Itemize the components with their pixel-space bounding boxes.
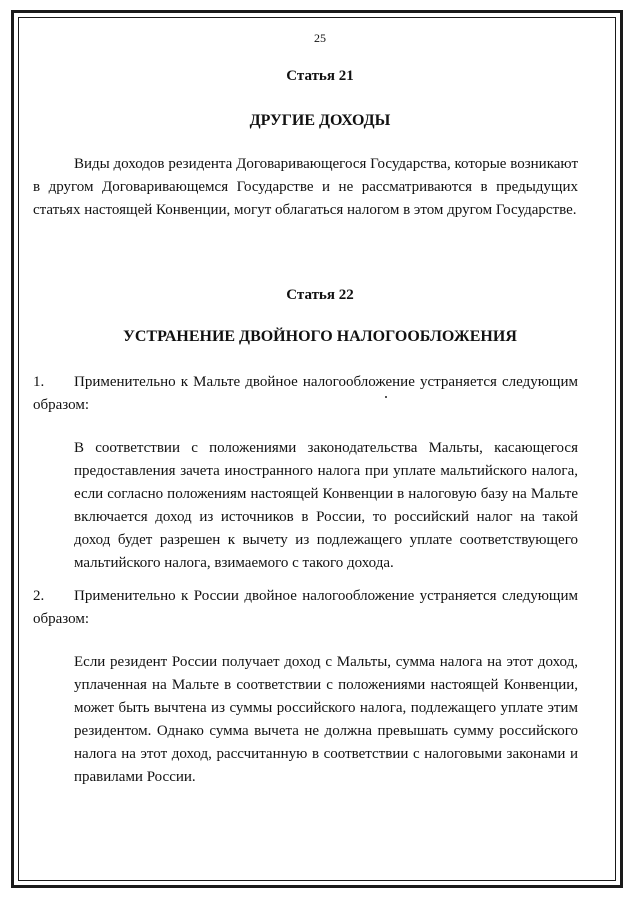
item-text: Применительно к Мальте двойное налогообложение устраняется следующим образом: [33, 374, 578, 413]
article-22-title: УСТРАНЕНИЕ ДВОЙНОГО НАЛОГООБЛОЖЕНИЯ [123, 328, 517, 345]
page-number: 25 [314, 31, 326, 45]
article-22-item-1-detail: В соответствии с положениями законодательства Мальты, касающегося предоставления зачета иностранного налога при уплате мальтийского налога, если согласно положениям настоящей Конвенции в налоговую базу на Мальте включается доход из источников в России, то российский налог на такой доход будет разрешен к вычету из подлежащего уплате соответствующего мальтийского налога, взимаемого с такого дохода. [74, 440, 578, 571]
article-22-item-2-detail: Если резидент России получает доход с Мальты, сумма налога на этот доход, уплаченная на Мальте в соответствии с положениями настоящей Конвенции, может быть вычтена из суммы российского налога, подлежащего уплате этим резидентом. Однако сумма вычета не должна превышать сумму российского налога на этот доход, рассчитанную в соответствии с налоговыми законами и правилами России. [74, 654, 578, 785]
article-21-heading: Статья 21 [286, 68, 354, 84]
article-21-title: ДРУГИЕ ДОХОДЫ [249, 112, 391, 129]
item-number: 2. [33, 588, 45, 604]
item-number: 1. [33, 374, 45, 390]
article-22-item-1 [33, 371, 578, 417]
item-text: Применительно к России двойное налогообложение устраняется следующим образом: [33, 588, 578, 627]
article-22-heading: Статья 22 [286, 287, 354, 303]
article-22-item-2 [33, 585, 578, 631]
article-21-paragraph: Виды доходов резидента Договаривающегося Государства, которые возникают в другом Договаривающемся Государстве и не рассматриваются в предыдущих статьях настоящей Конвенции, могут облагаться налогом в этом другом Государстве. [33, 156, 578, 218]
scan-speck [385, 396, 387, 398]
